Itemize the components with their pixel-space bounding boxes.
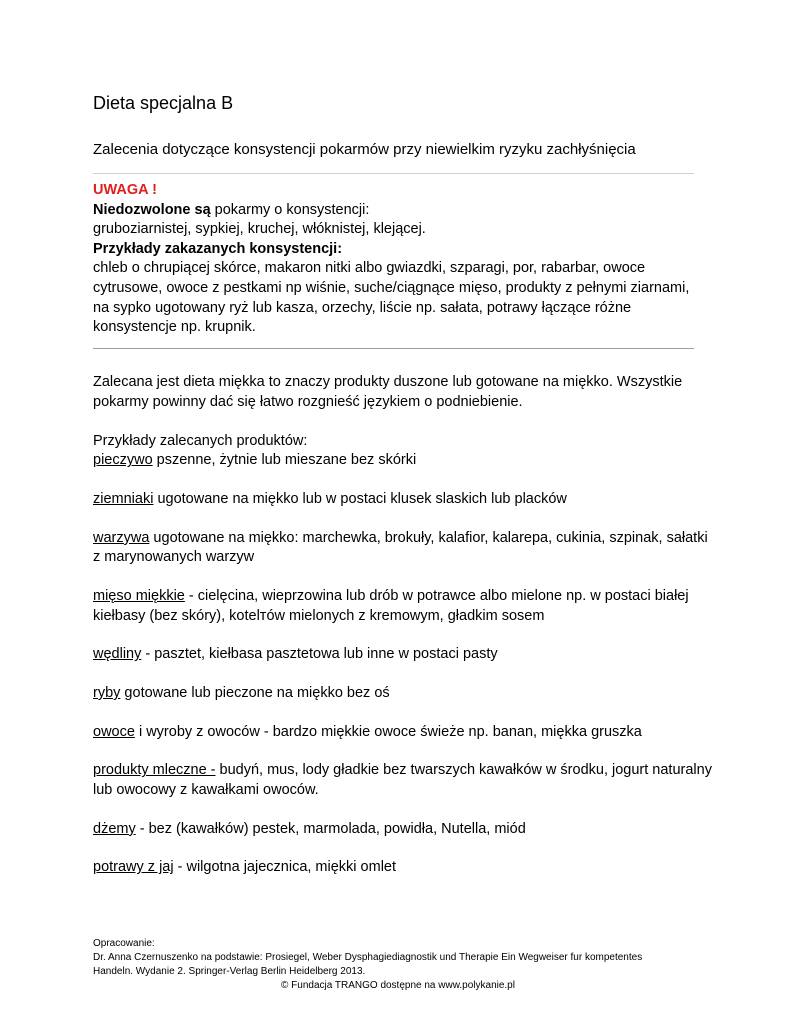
item-text: gotowane lub pieczone na miękko bez oś (120, 685, 390, 701)
forbidden-line (93, 201, 703, 221)
warning-box (93, 181, 703, 338)
warning-heading: UWAGA ! (93, 182, 157, 198)
item-term: potrawy z jaj (93, 859, 174, 876)
item-text: - pasztet, kiełbasa pasztetowa lub inne w postaci pasty (141, 646, 498, 663)
item-text: kiełbasy (bez skóry), kotelтów mielonych z kremowym, gładkim sosem (93, 607, 545, 624)
item-term: wędliny (93, 646, 142, 663)
item-text: ugotowane na miękko: marchewka, brokuły, kalafior, kalarepa, cukinia, szpinak, sałatki (149, 529, 708, 546)
item-term: pieczywo (93, 452, 153, 469)
item-term: dżemy (93, 820, 136, 837)
list-item (93, 529, 733, 568)
item-text: - bez (kawałków) pestek, marmolada, powidła, Nutella, miód (135, 820, 526, 837)
examples-line: konsystencje np. krupnik. (93, 319, 256, 336)
item-text: pszenne, żytnie lub mieszane bez skórki (152, 452, 417, 469)
list-item (93, 684, 733, 704)
item-term: owoce (93, 723, 135, 740)
intro-paragraph (93, 373, 733, 412)
item-term: produkty mleczne - (93, 762, 216, 779)
list-item (93, 761, 733, 800)
item-text: budyń, mus, lody gładkie bez twarszych kawałków w środku, jogurt naturalny (215, 762, 712, 779)
page-title: Dieta specjalna B (93, 93, 234, 113)
item-term: ryby (93, 685, 121, 701)
footer-source-line: Handeln. Wydanie 2. Springer-Verlag Berlin Heidelberg 2013. (93, 966, 366, 977)
list-item (93, 587, 733, 626)
item-term: warzywa (93, 529, 150, 546)
intro-line: pokarmy powinny dać się łatwo rozgnieść językiem o podniebienie. (93, 393, 523, 410)
item-term: ziemniaki (93, 491, 154, 508)
item-text: - wilgotna jajecznica, miękki omlet (173, 859, 397, 876)
item-text: i wyroby z owoców - bardzo miękkie owoce świeże np. banan, miękka gruszka (134, 723, 642, 740)
footer-label: Opracowanie: (93, 938, 155, 949)
item-text: ugotowane na miękko lub w postaci klusek slaskich lub placków (153, 491, 567, 508)
forbidden-rest: pokarmy o konsystencji: (210, 201, 370, 218)
item-text: z marynowanych warzyw (93, 549, 255, 566)
examples-heading: Przykłady zakazanych konsystencji: (93, 240, 343, 257)
list-item (93, 820, 733, 840)
item-term: mięso miękkie (93, 588, 185, 605)
item-text: lub owocowy z kawałkami owoców. (93, 781, 319, 798)
recommendations (93, 373, 733, 897)
footer (93, 937, 703, 993)
divider-bottom (93, 348, 694, 349)
item-text: - cielęcina, wieprzowina lub drób w potrawce albo mielone np. w postaci białej (184, 588, 689, 605)
page-subtitle: Zalecenia dotyczące konsystencji pokarmów przy niewielkim ryzyku zachłyśnięcia (93, 141, 636, 158)
examples-line: chleb o chrupiącej skórce, makaron nitki albo gwiazdki, szparagi, por, rabarbar, owoce (93, 260, 646, 277)
list-item (93, 451, 733, 471)
examples-line: na sypko ugotowany ryż lub kasza, orzechy, liście np. sałata, potrawy łączące różne (93, 299, 632, 316)
list-item (93, 490, 733, 510)
forbidden-bold: Niedozwolone są (93, 201, 211, 218)
examples-line: cytrusowe, owoce z pestkami np wiśnie, suche/ciągnące mięso, produkty z pełnymi ziarnami, (93, 279, 690, 296)
intro-line: Zalecana jest dieta miękka to znaczy produkty duszone lub gotowane na miękko. Wszystkie (93, 374, 683, 390)
footer-source-line: Dr. Anna Czernuszenko na podstawie: Prosiegel, Weber Dysphagiediagnostik und Therapie Ein Wegweiser fur kompetentes (93, 952, 643, 963)
divider-top (93, 173, 694, 174)
footer-copyright: © Fundacja TRANGO dostępne na www.polykanie.pl (281, 980, 515, 991)
list-item (93, 858, 733, 878)
list-item (93, 645, 733, 665)
examples-label: Przykłady zalecanych produktów: (93, 432, 308, 449)
forbidden-list: gruboziarnistej, sypkiej, kruchej, włóknistej, klejącej. (93, 221, 426, 238)
list-item (93, 723, 733, 743)
